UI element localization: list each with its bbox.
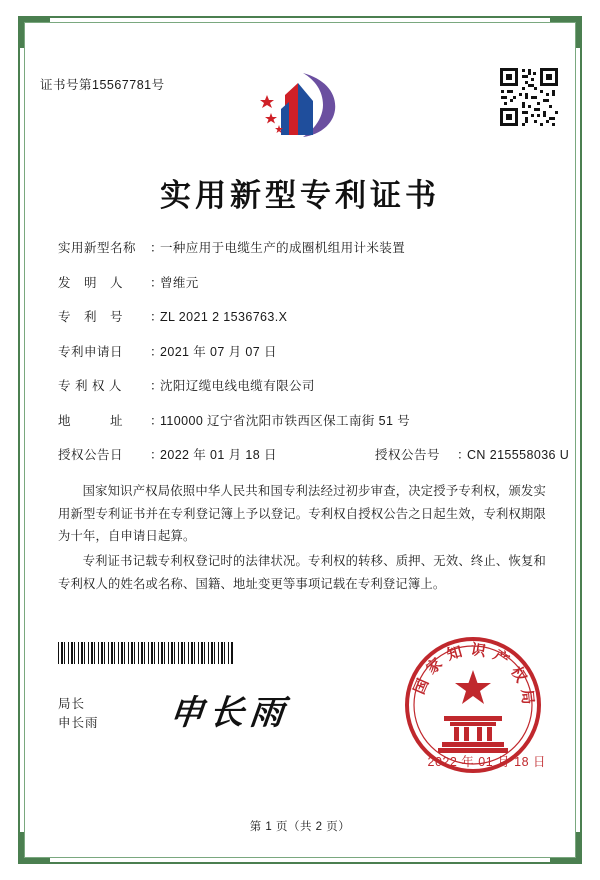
barcode-icon (58, 642, 233, 664)
field-row-patent-number (58, 309, 550, 327)
paragraph-2: 专利证书记载专利权登记时的法律状况。专利权的转移、质押、无效、终止、恢复和专利权人的姓名或名称、国籍、地址变更等事项记载在专利登记簿上。 (58, 554, 546, 591)
field-row-invention-name (58, 240, 550, 258)
svg-text:国家知识产权局: 国家知识产权局 (409, 640, 538, 713)
field-label: 授权公告日 (58, 448, 124, 462)
field-colon: ： (150, 310, 163, 324)
qr-code-icon (498, 66, 560, 128)
field-colon: ： (150, 241, 163, 255)
signature-labels (58, 695, 99, 734)
field-value-secondary: CN 215558036 U (467, 448, 570, 462)
field-label: 专 利 号 (58, 310, 124, 324)
field-value: ZL 2021 2 1536763.X (160, 310, 288, 324)
field-value: 2022 年 01 月 18 日 (160, 448, 277, 462)
field-colon: ： (150, 275, 163, 290)
seal-date: 2022 年 01 月 18 日 (427, 755, 546, 769)
field-label: 地 址 (58, 413, 124, 428)
page-title: 实用新型专利证书 (160, 178, 440, 214)
field-list (58, 240, 570, 482)
field-colon: ： (457, 448, 470, 462)
field-label-secondary: 授权公告号 (375, 448, 441, 462)
signature-title: 局长 (58, 697, 86, 711)
field-colon: ： (150, 379, 163, 393)
field-label: 实用新型名称 (58, 241, 137, 255)
field-row-grant-announcement (58, 447, 570, 465)
field-row-address (58, 413, 550, 431)
handwritten-signature: 申长雨 (167, 693, 292, 733)
field-value: 沈阳辽缆电线电缆有限公司 (160, 379, 315, 393)
field-row-patentee (58, 378, 550, 396)
certificate-content (40, 40, 570, 840)
page-footer: 第 1 页（共 2 页） (249, 821, 351, 833)
field-colon: ： (150, 344, 163, 359)
paragraph-1: 国家知识产权局依照中华人民共和国专利法经过初步审查，决定授予专利权，颁发实用新型专利证书并在专利登记簿上予以登记。专利权自授权公告之日起生效，专利权期限为十年，自申请日起算。 (58, 484, 546, 544)
field-value: 2021 年 07 月 07 日 (160, 344, 277, 359)
cnipa-emblem-icon (245, 65, 360, 145)
field-colon: ： (150, 413, 163, 428)
field-label: 专 利 权 人 (58, 379, 122, 393)
field-value: 一种应用于电缆生产的成圈机组用计米装置 (160, 241, 406, 255)
field-row-application-date (58, 344, 550, 362)
signature-name: 申长雨 (58, 716, 99, 731)
body-text (58, 480, 546, 598)
field-row-inventor (58, 275, 550, 293)
field-label: 发 明 人 (58, 275, 124, 290)
field-colon: ： (150, 448, 163, 462)
certificate-number: 证书号第15567781号 (40, 78, 165, 92)
field-label: 专利申请日 (58, 344, 124, 359)
field-value: 110000 辽宁省沈阳市铁西区保工南街 51 号 (160, 413, 411, 428)
field-value: 曾维元 (160, 275, 199, 290)
